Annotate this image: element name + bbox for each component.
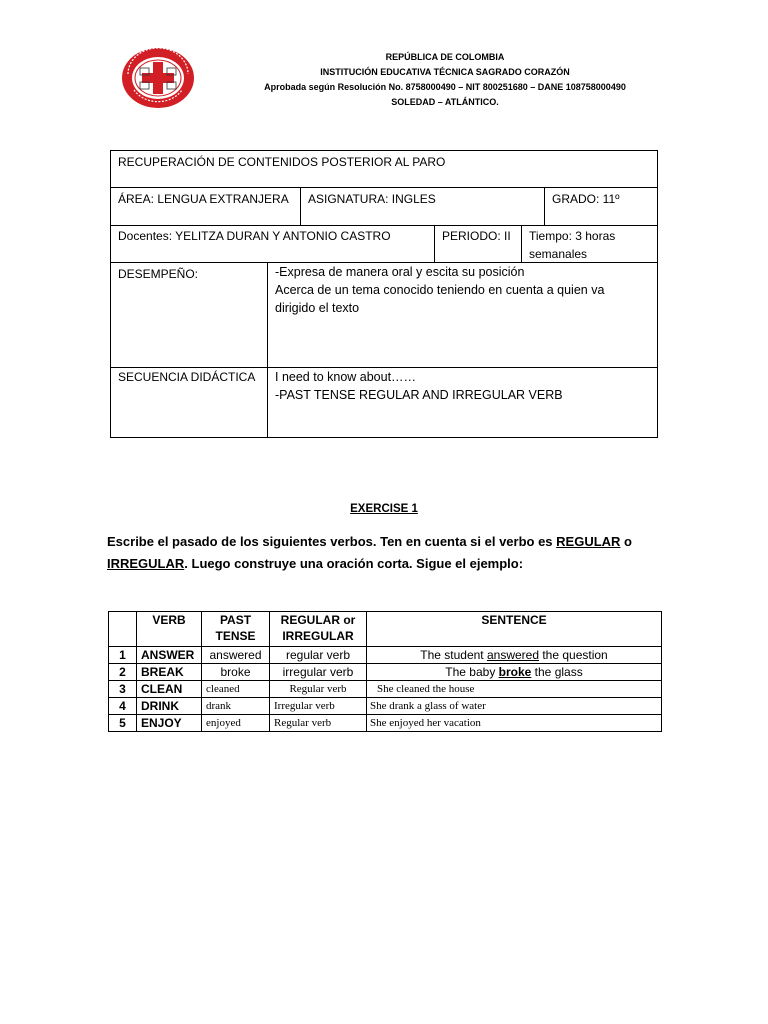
table-header-row — [109, 612, 662, 647]
info-tiempo — [522, 227, 622, 263]
row-type: Irregular verb — [270, 698, 367, 715]
tiempo-line-2: semanales — [529, 247, 588, 261]
info-secuencia-label: SECUENCIA DIDÁCTICA — [118, 370, 256, 384]
row-verb: CLEAN — [137, 681, 202, 698]
row-past: enjoyed — [202, 715, 270, 732]
info-title: RECUPERACIÓN DE CONTENIDOS POSTERIOR AL PARO — [118, 155, 446, 169]
table-row — [109, 647, 662, 664]
info-area: ÁREA: LENGUA EXTRANJERA — [118, 192, 289, 206]
row-verb: BREAK — [137, 664, 202, 681]
document-header — [240, 50, 650, 110]
row-type: irregular verb — [270, 664, 367, 681]
table-row — [109, 681, 662, 698]
info-periodo: PERIODO: II — [442, 229, 511, 243]
row-past: broke — [202, 664, 270, 681]
row-number: 2 — [109, 664, 137, 681]
header-line-1: REPÚBLICA DE COLOMBIA — [385, 52, 505, 62]
col-number — [109, 612, 137, 647]
row-sentence: She enjoyed her vacation — [367, 715, 662, 732]
exercise-instructions — [107, 531, 667, 575]
instr-part-b: o — [620, 534, 632, 549]
col-verb: VERB — [137, 612, 202, 647]
row-number: 5 — [109, 715, 137, 732]
table-row — [109, 664, 662, 681]
reg-header-line-2: IRREGULAR — [282, 629, 354, 643]
past-header-line-1: PAST — [219, 613, 252, 627]
exercise-title: EXERCISE 1 — [350, 503, 418, 515]
sentence-post: the glass — [531, 665, 583, 679]
row-past: cleaned — [202, 681, 270, 698]
row-type: regular verb — [270, 647, 367, 664]
header-line-3: Aprobada según Resolución No. 8758000490 – NIT 800251680 – DANE 108758000490 — [264, 82, 626, 92]
desempeno-line-1: -Expresa de manera oral y escita su posición — [275, 265, 525, 279]
secuencia-line-2: -PAST TENSE REGULAR AND IRREGULAR VERB — [275, 388, 563, 402]
info-desempeno-label: DESEMPEÑO: — [118, 267, 199, 281]
sentence-post: the question — [539, 648, 608, 662]
row-type: Regular verb — [270, 681, 367, 698]
instr-part-a: Escribe el pasado de los siguientes verbos. Ten en cuenta si el verbo es — [107, 534, 557, 549]
table-row — [109, 715, 662, 732]
col-sentence: SENTENCE — [367, 612, 662, 647]
instr-part-c: . Luego construye una oración corta. Sigue el ejemplo: — [184, 556, 524, 571]
row-type: Regular verb — [270, 715, 367, 732]
info-grado: GRADO: 11º — [552, 192, 620, 206]
instr-regular: REGULAR — [556, 534, 621, 549]
info-asignatura: ASIGNATURA: INGLES — [308, 192, 436, 206]
desempeno-line-3: dirigido el texto — [275, 301, 360, 315]
reg-header-line-1: REGULAR or — [280, 613, 356, 627]
table-row — [109, 698, 662, 715]
row-sentence — [367, 664, 662, 681]
sentence-verb: answered — [486, 648, 540, 662]
row-past: answered — [202, 647, 270, 664]
row-sentence: She drank a glass of water — [367, 698, 662, 715]
verbs-table — [108, 611, 662, 732]
sentence-verb: broke — [498, 665, 532, 679]
sentence-pre: The student — [420, 648, 487, 662]
desempeno-line-2: Acerca de un tema conocido teniendo en cuenta a quien va — [275, 283, 605, 297]
row-past: drank — [202, 698, 270, 715]
row-sentence: She cleaned the house — [367, 681, 662, 698]
course-info-table — [110, 150, 658, 438]
secuencia-line-1: I need to know about…… — [275, 370, 417, 384]
tiempo-line-1: Tiempo: 3 horas — [529, 229, 616, 243]
row-verb: ANSWER — [137, 647, 202, 664]
row-verb: DRINK — [137, 698, 202, 715]
past-header-line-2: TENSE — [215, 629, 256, 643]
sentence-pre: The baby — [445, 665, 499, 679]
row-sentence — [367, 647, 662, 664]
row-verb: ENJOY — [137, 715, 202, 732]
row-number: 1 — [109, 647, 137, 664]
instr-irregular: IRREGULAR — [107, 556, 185, 571]
header-line-4: SOLEDAD – ATLÁNTICO. — [391, 97, 499, 107]
col-past-tense — [202, 612, 270, 647]
col-regular-irregular — [270, 612, 367, 647]
row-number: 4 — [109, 698, 137, 715]
row-number: 3 — [109, 681, 137, 698]
header-line-2: INSTITUCIÓN EDUCATIVA TÉCNICA SAGRADO CORAZÓN — [320, 67, 570, 77]
info-secuencia-text — [268, 368, 570, 404]
school-crest-icon — [120, 46, 196, 110]
info-docentes: Docentes: YELITZA DURAN Y ANTONIO CASTRO — [118, 229, 391, 243]
info-desempeno-text — [268, 263, 611, 317]
